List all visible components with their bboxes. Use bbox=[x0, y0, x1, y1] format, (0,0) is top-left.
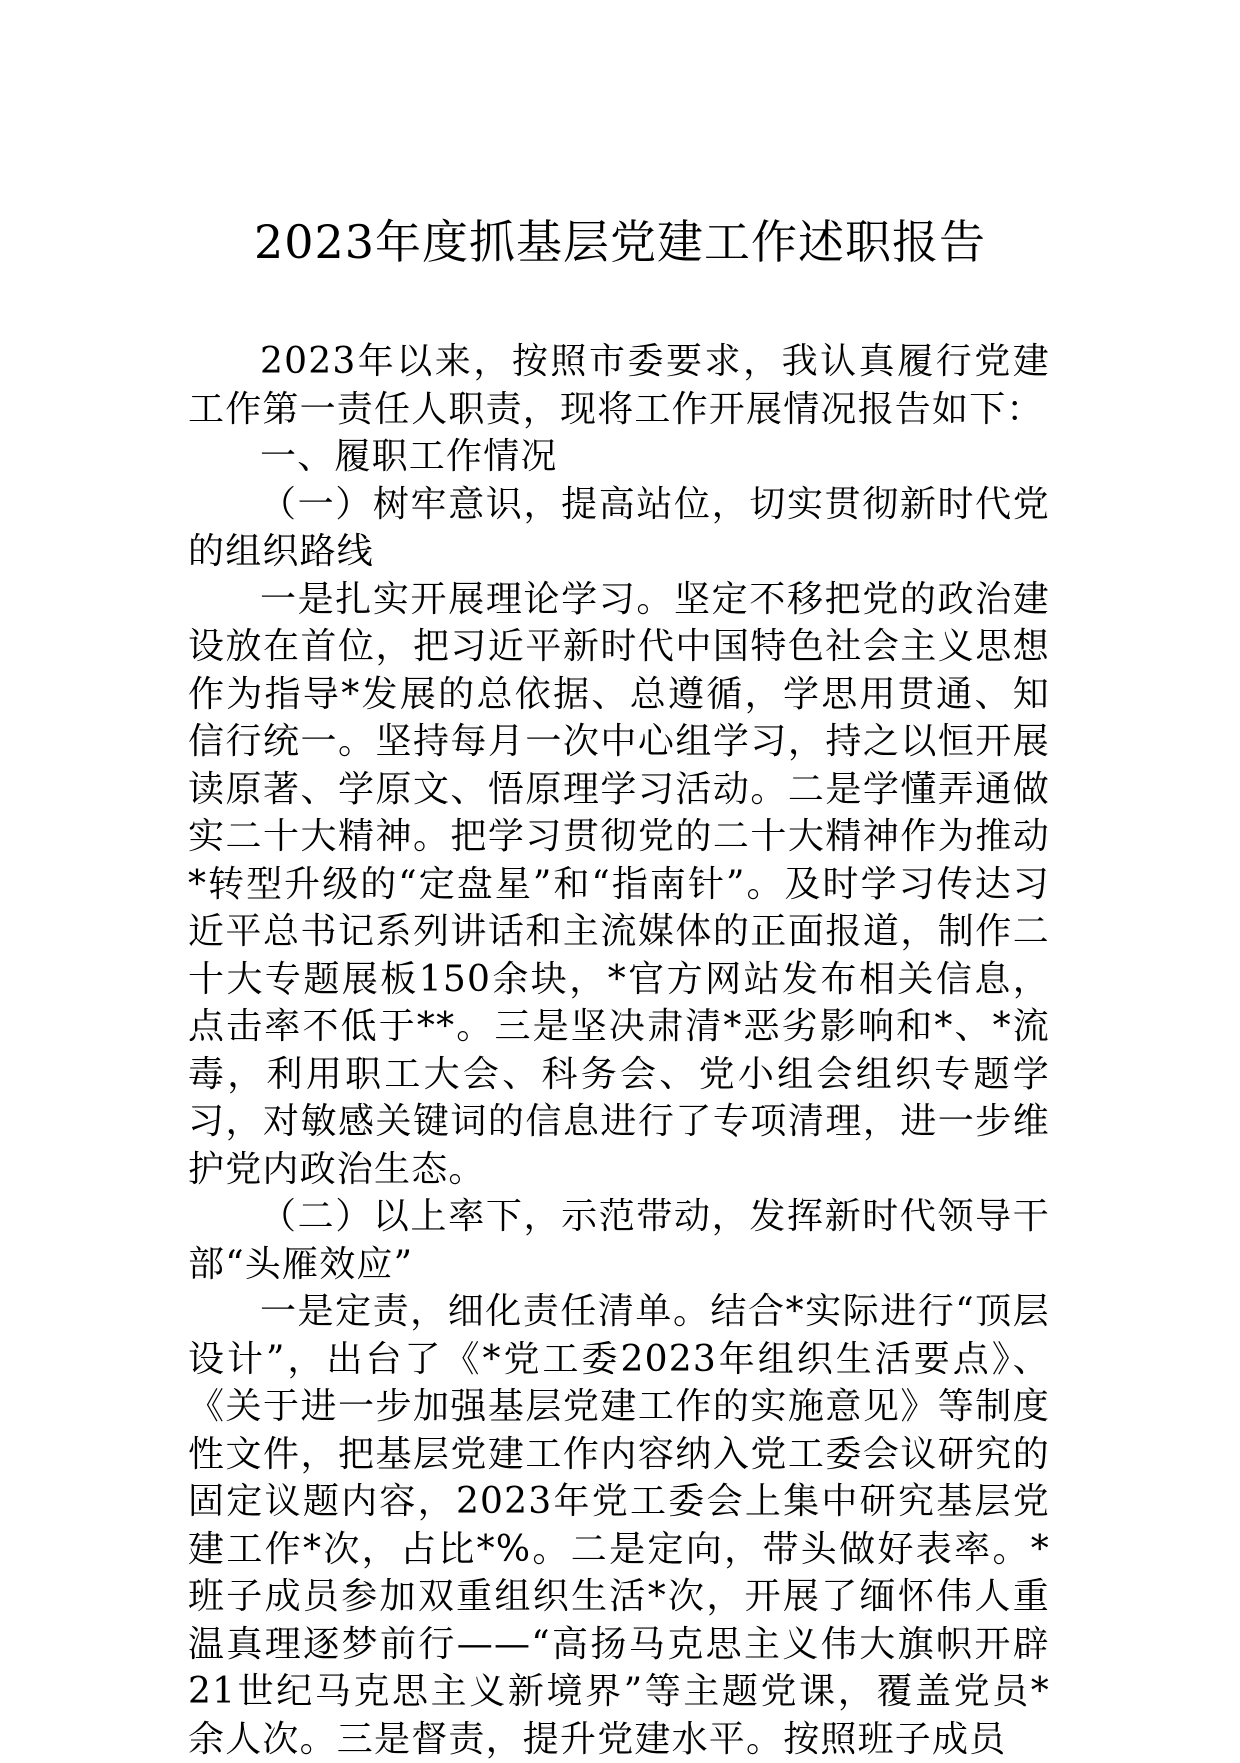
document-title: 2023年度抓基层党建工作述职报告 bbox=[253, 215, 987, 269]
paragraph-intro: 2023年以来，按照市委要求，我认真履行党建工作第一责任人职责，现将工作开展情况报告如下： bbox=[188, 341, 1050, 430]
section-heading-1: 一、履职工作情况 bbox=[260, 436, 558, 477]
subsection-heading-2: （二）以上率下，示范带动，发挥新时代领导干部“头雁效应” bbox=[188, 1196, 1050, 1285]
document-body bbox=[188, 338, 1050, 1763]
subsection-heading-1: （一）树牢意识，提高站位，切实贯彻新时代党的组织路线 bbox=[188, 483, 1050, 572]
paragraph-1: 一是扎实开展理论学习。坚定不移把党的政治建设放在首位，把习近平新时代中国特色社会主义思想作为指导*发展的总依据、总遵循，学思用贯通、知信行统一。坚持每月一次中心组学习，持之以恒开展读原著、学原文、悟原理学习活动。二是学懂弄通做实二十大精神。把学习贯彻党的二十大精神作为推动*转型升级的“定盘星”和“指南针”。及时学习传达习近平总书记系列讲话和主流媒体的正面报道，制作二十大专题展板150余块，*官方网站发布相关信息，点击率不低于**。三是坚决肃清*恶劣影响和*、*流毒，利用职工大会、科务会、党小组会组织专题学习，对敏感关键词的信息进行了专项清理，进一步维护党内政治生态。 bbox=[188, 578, 1050, 1190]
paragraph-2: 一是定责，细化责任清单。结合*实际进行“顶层设计”，出台了《*党工委2023年组织生活要点》、《关于进一步加强基层党建工作的实施意见》等制度性文件，把基层党建工作内容纳入党工委会议研究的固定议题内容，2023年党工委会上集中研究基层党建工作*次，占比*%。二是定向，带头做好表率。*班子成员参加双重组织生活*次，开展了缅怀伟人重温真理逐梦前行——“高扬马克思主义伟大旗帜开辟21世纪马克思主义新境界”等主题党课，覆盖党员*余人次。三是督责，提升党建水平。按照班子成员 bbox=[188, 1291, 1050, 1760]
